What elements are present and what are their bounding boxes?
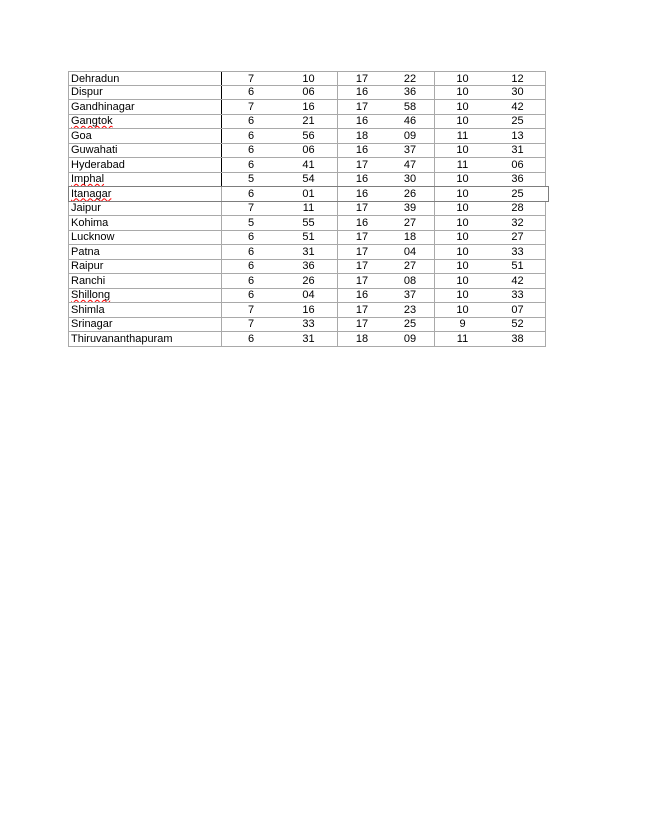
table-row (68, 144, 546, 159)
value-cell: 6 (247, 289, 255, 301)
value-cell: 17 (355, 158, 369, 171)
value-cell: 10 (456, 72, 469, 85)
value-cell: 21 (280, 115, 338, 129)
value-cell: 18 (355, 129, 369, 142)
value-cell: 04 (386, 245, 435, 259)
value-cell: 51 (511, 260, 524, 272)
value-cell: 31 (280, 332, 338, 346)
value-cell: 6 (247, 332, 255, 345)
value-cell: 47 (386, 158, 435, 172)
value-cell: 09 (386, 129, 435, 143)
table-row (68, 71, 546, 86)
city-cell: Gangtok (69, 115, 222, 129)
city-cell: Gandhinagar (69, 100, 222, 114)
value-cell: 6 (247, 86, 255, 98)
value-cell: 6 (247, 158, 255, 171)
table-row (68, 216, 546, 231)
city-cell: Patna (69, 245, 222, 259)
value-cell: 46 (386, 115, 435, 129)
value-cell: 16 (355, 289, 369, 301)
value-cell: 16 (280, 303, 338, 317)
value-cell: 6 (247, 231, 255, 243)
city-cell: Dispur (69, 86, 222, 100)
value-cell: 22 (386, 72, 435, 85)
value-cell: 6 (247, 274, 255, 287)
value-cell: 07 (511, 303, 524, 316)
value-cell: 10 (456, 245, 469, 258)
value-cell: 10 (280, 72, 338, 85)
city-cell: Raipur (69, 260, 222, 274)
value-cell: 16 (355, 115, 369, 127)
value-cell: 41 (280, 158, 338, 172)
value-cell: 16 (355, 144, 369, 156)
value-cell: 01 (280, 187, 338, 201)
value-cell: 17 (355, 202, 369, 214)
city-cell: Goa (69, 129, 222, 143)
value-cell: 18 (355, 332, 369, 345)
value-cell: 52 (511, 318, 524, 330)
value-cell: 54 (280, 173, 338, 187)
value-cell: 7 (247, 100, 255, 113)
value-cell: 58 (386, 100, 435, 114)
value-cell: 10 (456, 202, 469, 214)
city-cell: Jaipur (69, 202, 222, 216)
value-cell: 36 (386, 86, 435, 100)
value-cell: 30 (386, 173, 435, 187)
value-cell: 16 (355, 187, 369, 200)
value-cell: 25 (386, 318, 435, 332)
value-cell: 08 (386, 274, 435, 288)
value-cell: 32 (511, 216, 524, 229)
value-cell: 27 (386, 216, 435, 230)
value-cell: 26 (280, 274, 338, 288)
value-cell: 11 (456, 332, 469, 345)
value-cell: 55 (280, 216, 338, 230)
table-row (68, 231, 546, 246)
value-cell: 10 (456, 260, 469, 272)
value-cell: 16 (355, 173, 369, 185)
value-cell: 17 (355, 274, 369, 287)
value-cell: 16 (355, 86, 369, 98)
city-cell: Ranchi (69, 274, 222, 288)
value-cell: 9 (459, 318, 466, 330)
city-cell: Shimla (69, 303, 222, 317)
value-cell: 17 (355, 245, 369, 258)
value-cell: 17 (355, 260, 369, 272)
value-cell: 06 (280, 86, 338, 100)
value-cell: 09 (386, 332, 435, 346)
value-cell: 10 (456, 86, 469, 98)
city-cell: Itanagar (69, 187, 222, 201)
value-cell: 36 (280, 260, 338, 274)
value-cell: 6 (247, 187, 255, 200)
value-cell: 51 (280, 231, 338, 245)
value-cell: 16 (280, 100, 338, 114)
table-row (68, 186, 549, 202)
value-cell: 17 (355, 72, 369, 85)
table-row (68, 245, 546, 260)
city-cell: Thiruvananthapuram (69, 332, 222, 346)
city-cell: Srinagar (69, 318, 222, 332)
value-cell: 7 (247, 72, 255, 85)
value-cell: 17 (355, 303, 369, 316)
table-row (68, 318, 546, 333)
value-cell: 6 (247, 245, 255, 258)
city-cell: Shillong (69, 289, 222, 303)
value-cell: 26 (386, 187, 435, 201)
table-row (68, 173, 546, 188)
city-cell: Imphal (69, 173, 222, 187)
value-cell: 11 (280, 202, 338, 216)
value-cell: 7 (247, 318, 255, 330)
value-cell: 06 (280, 144, 338, 158)
value-cell: 10 (456, 187, 469, 200)
value-cell: 30 (511, 86, 524, 98)
table-row (68, 202, 546, 217)
value-cell: 5 (247, 173, 255, 185)
table-row (68, 332, 546, 347)
value-cell: 04 (280, 289, 338, 303)
table-row (68, 158, 546, 173)
value-cell: 10 (456, 231, 469, 243)
table-row (68, 115, 546, 130)
value-cell: 10 (456, 173, 469, 185)
city-cell: Kohima (69, 216, 222, 230)
table-row (68, 86, 546, 101)
value-cell: 42 (511, 274, 524, 287)
value-cell: 28 (511, 202, 524, 214)
value-cell: 10 (456, 115, 469, 127)
value-cell: 11 (456, 158, 469, 171)
table-row (68, 274, 546, 289)
value-cell: 33 (280, 318, 338, 332)
value-cell: 16 (355, 216, 369, 229)
value-cell: 25 (511, 115, 524, 127)
value-cell: 37 (386, 289, 435, 303)
value-cell: 6 (247, 129, 255, 142)
value-cell: 10 (456, 100, 469, 113)
city-cell: Dehradun (69, 72, 222, 85)
value-cell: 12 (511, 72, 524, 85)
value-cell: 33 (511, 245, 524, 258)
value-cell: 25 (511, 187, 524, 200)
city-cell: Hyderabad (69, 158, 222, 172)
value-cell: 6 (247, 144, 255, 156)
city-cell: Lucknow (69, 231, 222, 245)
table-row (68, 129, 546, 144)
value-cell: 5 (247, 216, 255, 229)
value-cell: 10 (456, 144, 469, 156)
value-cell: 37 (386, 144, 435, 158)
value-cell: 7 (247, 303, 255, 316)
value-cell: 38 (511, 332, 524, 345)
value-cell: 10 (456, 274, 469, 287)
value-cell: 6 (247, 115, 255, 127)
value-cell: 56 (280, 129, 338, 143)
city-cell: Guwahati (69, 144, 222, 158)
value-cell: 7 (247, 202, 255, 214)
value-cell: 10 (456, 216, 469, 229)
value-cell: 33 (511, 289, 524, 301)
value-cell: 18 (386, 231, 435, 245)
city-times-table (68, 71, 546, 347)
table-row (68, 100, 546, 115)
value-cell: 17 (355, 100, 369, 113)
value-cell: 27 (511, 231, 524, 243)
value-cell: 27 (386, 260, 435, 274)
table-row (68, 289, 546, 304)
value-cell: 11 (456, 129, 469, 142)
table-row (68, 260, 546, 275)
value-cell: 31 (511, 144, 524, 156)
value-cell: 10 (456, 289, 469, 301)
value-cell: 36 (511, 173, 524, 185)
value-cell: 13 (511, 129, 524, 142)
value-cell: 39 (386, 202, 435, 216)
value-cell: 42 (511, 100, 524, 113)
value-cell: 17 (355, 318, 369, 330)
value-cell: 6 (247, 260, 255, 272)
value-cell: 31 (280, 245, 338, 259)
value-cell: 06 (511, 158, 524, 171)
value-cell: 10 (456, 303, 469, 316)
table-row (68, 303, 546, 318)
value-cell: 17 (355, 231, 369, 243)
value-cell: 23 (386, 303, 435, 317)
